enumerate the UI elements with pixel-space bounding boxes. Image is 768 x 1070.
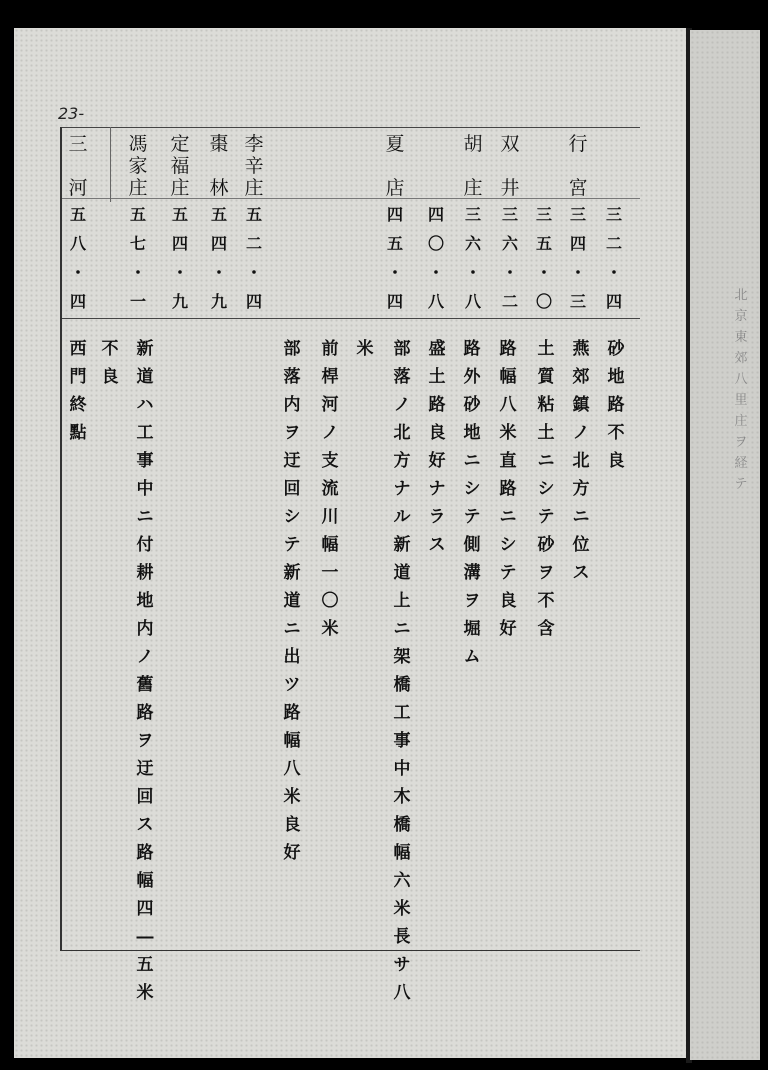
remark-char: 新: [283, 563, 301, 583]
remark-cell: [566, 335, 596, 587]
remark-char: 米: [136, 983, 154, 1003]
distance-char: ・: [386, 263, 403, 282]
remark-char: 路: [463, 339, 481, 359]
distance-char: 四: [569, 234, 586, 253]
place-name-char: 庄: [170, 177, 190, 199]
remark-char: ニ: [283, 619, 301, 639]
remark-char: 川: [321, 507, 339, 527]
remark-char: 北: [393, 423, 411, 443]
remark-char: 長: [393, 927, 411, 947]
adjacent-page-char: 経: [734, 456, 748, 471]
place-name-char: 店: [385, 177, 405, 199]
remark-char: ―: [136, 927, 154, 947]
remark-char: 四: [136, 899, 154, 919]
remark-char: 好: [428, 451, 446, 471]
remark-char: 門: [69, 367, 87, 387]
remark-char: 新: [393, 535, 411, 555]
place-name-char: [380, 155, 410, 177]
remark-char: 回: [136, 787, 154, 807]
adjacent-page-char: 郊: [734, 351, 748, 366]
place-name-char: 河: [68, 177, 88, 199]
remark-char: ノ: [321, 423, 339, 443]
adjacent-page-char: 庄: [734, 414, 748, 429]
remark-char: ノ: [136, 647, 154, 667]
remark-char: ニ: [499, 507, 517, 527]
place-name-char: 家: [128, 155, 148, 177]
distance-char: 〇: [535, 292, 552, 311]
remark-char: 路: [136, 703, 154, 723]
distance-char: ・: [569, 263, 586, 282]
distance-char: 九: [171, 292, 188, 311]
remark-char: 良: [101, 367, 119, 387]
place-name-cell: [165, 133, 195, 199]
remark-char: 方: [572, 479, 590, 499]
distance-char: 六: [464, 234, 481, 253]
remark-char: 付: [136, 535, 154, 555]
adjacent-page-char: 京: [734, 309, 748, 324]
distance-char: 三: [535, 205, 552, 224]
distance-char: 三: [605, 205, 622, 224]
remark-char: ノ: [572, 423, 590, 443]
distance-char: ・: [535, 263, 552, 282]
distance-char: 五: [69, 205, 86, 224]
remark-char: 内: [283, 395, 301, 415]
adjacent-page-char: 北: [734, 288, 748, 303]
distance-cell: [63, 200, 93, 316]
distance-cell: [421, 200, 451, 316]
remark-cell: [315, 335, 345, 643]
distance-char: 八: [464, 292, 481, 311]
remark-char: 工: [136, 423, 154, 443]
place-name-char: [63, 155, 93, 177]
remark-char: 土: [428, 367, 446, 387]
remark-char: 土: [537, 339, 555, 359]
remark-cell: [531, 335, 561, 643]
distance-char: 五: [210, 205, 227, 224]
distance-char: ・: [464, 263, 481, 282]
adjacent-page: [690, 30, 760, 1060]
remark-char: 良: [283, 815, 301, 835]
remark-char: 橋: [393, 815, 411, 835]
remark-char: 米: [356, 339, 374, 359]
distance-char: 一: [129, 292, 146, 311]
distance-cell: [495, 200, 525, 316]
distance-char: 四: [605, 292, 622, 311]
distance-char: 五: [171, 205, 188, 224]
place-name-char: 胡: [463, 133, 483, 155]
distance-char: ・: [129, 263, 146, 282]
remark-char: 米: [321, 619, 339, 639]
distance-char: ・: [245, 263, 262, 282]
remark-char: 路: [283, 703, 301, 723]
place-name-cell: [204, 133, 234, 199]
remark-char: 盛: [428, 339, 446, 359]
remark-char: 直: [499, 451, 517, 471]
place-name-char: 辛: [244, 155, 264, 177]
remark-char: 耕: [136, 563, 154, 583]
remark-char: 新: [136, 339, 154, 359]
remark-char: 河: [321, 395, 339, 415]
place-name-char: [204, 155, 234, 177]
remark-char: 地: [463, 423, 481, 443]
remark-char: 中: [136, 479, 154, 499]
remark-char: 鎮: [572, 395, 590, 415]
distance-char: 五: [245, 205, 262, 224]
remark-char: ツ: [283, 675, 301, 695]
remark-char: 土: [537, 423, 555, 443]
remark-char: 迂: [283, 451, 301, 471]
remark-char: 舊: [136, 675, 154, 695]
remark-char: 架: [393, 647, 411, 667]
place-name-char: 庄: [128, 177, 148, 199]
place-name-char: 行: [568, 133, 588, 155]
remark-char: 木: [393, 787, 411, 807]
remark-char: 部: [283, 339, 301, 359]
distance-char: 四: [245, 292, 262, 311]
remark-char: 道: [283, 591, 301, 611]
remark-char: 不: [607, 423, 625, 443]
remark-char: ハ: [136, 395, 154, 415]
remark-char: ル: [393, 507, 411, 527]
remark-char: 好: [283, 843, 301, 863]
remark-char: ム: [463, 647, 481, 667]
remark-char: ニ: [393, 619, 411, 639]
remark-char: 米: [283, 787, 301, 807]
place-name-char: 夏: [385, 133, 405, 155]
remark-char: 地: [136, 591, 154, 611]
remark-char: 質: [537, 367, 555, 387]
remark-char: 路: [499, 339, 517, 359]
remark-char: 六: [393, 871, 411, 891]
remark-cell: [387, 335, 417, 1007]
remark-char: 道: [393, 563, 411, 583]
remark-char: 流: [321, 479, 339, 499]
remark-char: 中: [393, 759, 411, 779]
remark-char: ヲ: [537, 563, 555, 583]
remark-char: 北: [572, 451, 590, 471]
remark-char: テ: [463, 507, 481, 527]
remark-char: 砂: [463, 395, 481, 415]
distance-char: ・: [605, 263, 622, 282]
remark-char: シ: [463, 479, 481, 499]
remark-cell: [601, 335, 631, 475]
distance-cell: [563, 200, 593, 316]
remark-char: 燕: [572, 339, 590, 359]
place-name-char: 林: [209, 177, 229, 199]
remark-cell: [422, 335, 452, 559]
remark-char: 終: [69, 395, 87, 415]
remark-char: 内: [136, 619, 154, 639]
distance-char: ・: [427, 263, 444, 282]
distance-char: 九: [210, 292, 227, 311]
remark-char: 〇: [321, 591, 339, 611]
distance-char: ・: [171, 263, 188, 282]
remark-char: ス: [136, 815, 154, 835]
remark-char: 良: [607, 451, 625, 471]
table-top-rule: [60, 127, 640, 128]
page-number: 23-: [58, 104, 85, 123]
table-divider-rule: [110, 127, 111, 202]
distance-char: 八: [427, 292, 444, 311]
remark-char: 外: [463, 367, 481, 387]
remark-char: 前: [321, 339, 339, 359]
distance-char: 五: [535, 234, 552, 253]
remark-char: 八: [393, 983, 411, 1003]
remark-char: 一: [321, 563, 339, 583]
distance-char: 五: [129, 205, 146, 224]
remark-char: ヲ: [463, 591, 481, 611]
remark-cell: [493, 335, 523, 643]
distance-char: 三: [569, 292, 586, 311]
place-name-char: 宮: [568, 177, 588, 199]
remark-cell: [63, 335, 93, 447]
distance-char: 四: [69, 292, 86, 311]
distance-cell: [599, 200, 629, 316]
place-name-char: 井: [500, 177, 520, 199]
distance-char: 三: [464, 205, 481, 224]
remark-cell: [95, 335, 125, 391]
place-name-char: [563, 155, 593, 177]
remark-char: 好: [499, 619, 517, 639]
remark-cell: [350, 335, 380, 363]
remark-char: 八: [283, 759, 301, 779]
remark-char: 位: [572, 535, 590, 555]
remark-char: 部: [393, 339, 411, 359]
remark-char: 砂: [537, 535, 555, 555]
distance-char: 四: [210, 234, 227, 253]
remark-char: ヲ: [283, 423, 301, 443]
place-name-cell: [495, 133, 525, 199]
remark-char: サ: [393, 955, 411, 975]
remark-cell: [457, 335, 487, 671]
remark-char: 事: [136, 451, 154, 471]
distance-char: 六: [501, 234, 518, 253]
place-name-char: 馮: [128, 133, 148, 155]
remark-char: 粘: [537, 395, 555, 415]
adjacent-page-char: 東: [734, 330, 748, 345]
adjacent-page-char: テ: [734, 477, 748, 492]
remark-char: 幅: [393, 843, 411, 863]
remark-char: 砂: [607, 339, 625, 359]
adjacent-page-text: [730, 285, 752, 495]
remark-char: 方: [393, 451, 411, 471]
remark-char: 米: [393, 899, 411, 919]
remark-char: ラ: [428, 507, 446, 527]
place-name-cell: [380, 133, 410, 199]
distance-char: 三: [569, 205, 586, 224]
remark-char: 米: [499, 423, 517, 443]
place-name-cell: [123, 133, 153, 199]
remark-char: シ: [499, 535, 517, 555]
adjacent-page-char: ヲ: [734, 435, 748, 450]
remark-char: 桿: [321, 367, 339, 387]
remark-char: 落: [393, 367, 411, 387]
place-name-char: 庄: [244, 177, 264, 199]
remark-char: ヲ: [136, 731, 154, 751]
place-name-char: 定: [170, 133, 190, 155]
distance-char: 三: [501, 205, 518, 224]
remark-char: 不: [537, 591, 555, 611]
distance-cell: [529, 200, 559, 316]
distance-char: 二: [245, 234, 262, 253]
place-name-char: 庄: [463, 177, 483, 199]
place-name-char: 福: [170, 155, 190, 177]
distance-char: 四: [427, 205, 444, 224]
remark-char: 落: [283, 367, 301, 387]
distance-cell: [380, 200, 410, 316]
remark-char: ス: [572, 563, 590, 583]
remark-char: ニ: [136, 507, 154, 527]
remark-char: 溝: [463, 563, 481, 583]
distance-char: 四: [386, 292, 403, 311]
place-name-cell: [63, 133, 93, 199]
remark-char: ニ: [537, 451, 555, 471]
remark-char: テ: [499, 563, 517, 583]
remark-char: 橋: [393, 675, 411, 695]
remark-char: ニ: [463, 451, 481, 471]
remark-char: 路: [428, 395, 446, 415]
remark-char: 點: [69, 423, 87, 443]
remark-char: シ: [537, 479, 555, 499]
remark-char: 側: [463, 535, 481, 555]
distance-char: 〇: [427, 234, 444, 253]
distance-char: 七: [129, 234, 146, 253]
remark-char: ニ: [572, 507, 590, 527]
distance-cell: [165, 200, 195, 316]
remark-char: 迂: [136, 759, 154, 779]
remark-cell: [130, 335, 160, 1007]
remark-char: 道: [136, 367, 154, 387]
remark-char: 郊: [572, 367, 590, 387]
place-name-char: [458, 155, 488, 177]
remark-char: 路: [499, 479, 517, 499]
table-section-rule: [60, 318, 640, 319]
remark-char: 工: [393, 703, 411, 723]
remark-cell: [277, 335, 307, 867]
remark-char: 幅: [283, 731, 301, 751]
remark-char: 回: [283, 479, 301, 499]
remark-char: 五: [136, 955, 154, 975]
distance-cell: [123, 200, 153, 316]
remark-char: ナ: [393, 479, 411, 499]
distance-char: ・: [69, 263, 86, 282]
remark-char: 支: [321, 451, 339, 471]
remark-char: 路: [136, 843, 154, 863]
remark-char: 路: [607, 395, 625, 415]
adjacent-page-char: 八: [734, 372, 748, 387]
place-name-char: 双: [500, 133, 520, 155]
remark-char: テ: [537, 507, 555, 527]
remark-char: 堀: [463, 619, 481, 639]
distance-char: ・: [210, 263, 227, 282]
remark-char: 幅: [136, 871, 154, 891]
remark-char: シ: [283, 507, 301, 527]
remark-char: ノ: [393, 395, 411, 415]
remark-char: ス: [428, 535, 446, 555]
place-name-cell: [458, 133, 488, 199]
remark-char: 事: [393, 731, 411, 751]
place-name-cell: [563, 133, 593, 199]
remark-char: 幅: [321, 535, 339, 555]
place-name-char: 三: [68, 133, 88, 155]
remark-char: 上: [393, 591, 411, 611]
remark-char: 不: [101, 339, 119, 359]
adjacent-page-char: 里: [734, 393, 748, 408]
place-name-char: [495, 155, 525, 177]
remark-char: 含: [537, 619, 555, 639]
place-name-char: 李: [244, 133, 264, 155]
remark-char: 幅: [499, 367, 517, 387]
remark-char: 西: [69, 339, 87, 359]
remark-char: 出: [283, 647, 301, 667]
table-left-rule: [60, 127, 62, 951]
remark-char: 八: [499, 395, 517, 415]
distance-cell: [204, 200, 234, 316]
remark-char: 良: [428, 423, 446, 443]
remark-char: ナ: [428, 479, 446, 499]
distance-char: 四: [386, 205, 403, 224]
distance-cell: [458, 200, 488, 316]
place-name-char: 棗: [209, 133, 229, 155]
distance-char: 八: [69, 234, 86, 253]
remark-char: 地: [607, 367, 625, 387]
remark-char: テ: [283, 535, 301, 555]
distance-char: 四: [171, 234, 188, 253]
distance-char: 二: [501, 292, 518, 311]
distance-char: ・: [501, 263, 518, 282]
remark-char: 良: [499, 591, 517, 611]
distance-char: 二: [605, 234, 622, 253]
distance-cell: [239, 200, 269, 316]
place-name-cell: [239, 133, 269, 199]
distance-char: 五: [386, 234, 403, 253]
